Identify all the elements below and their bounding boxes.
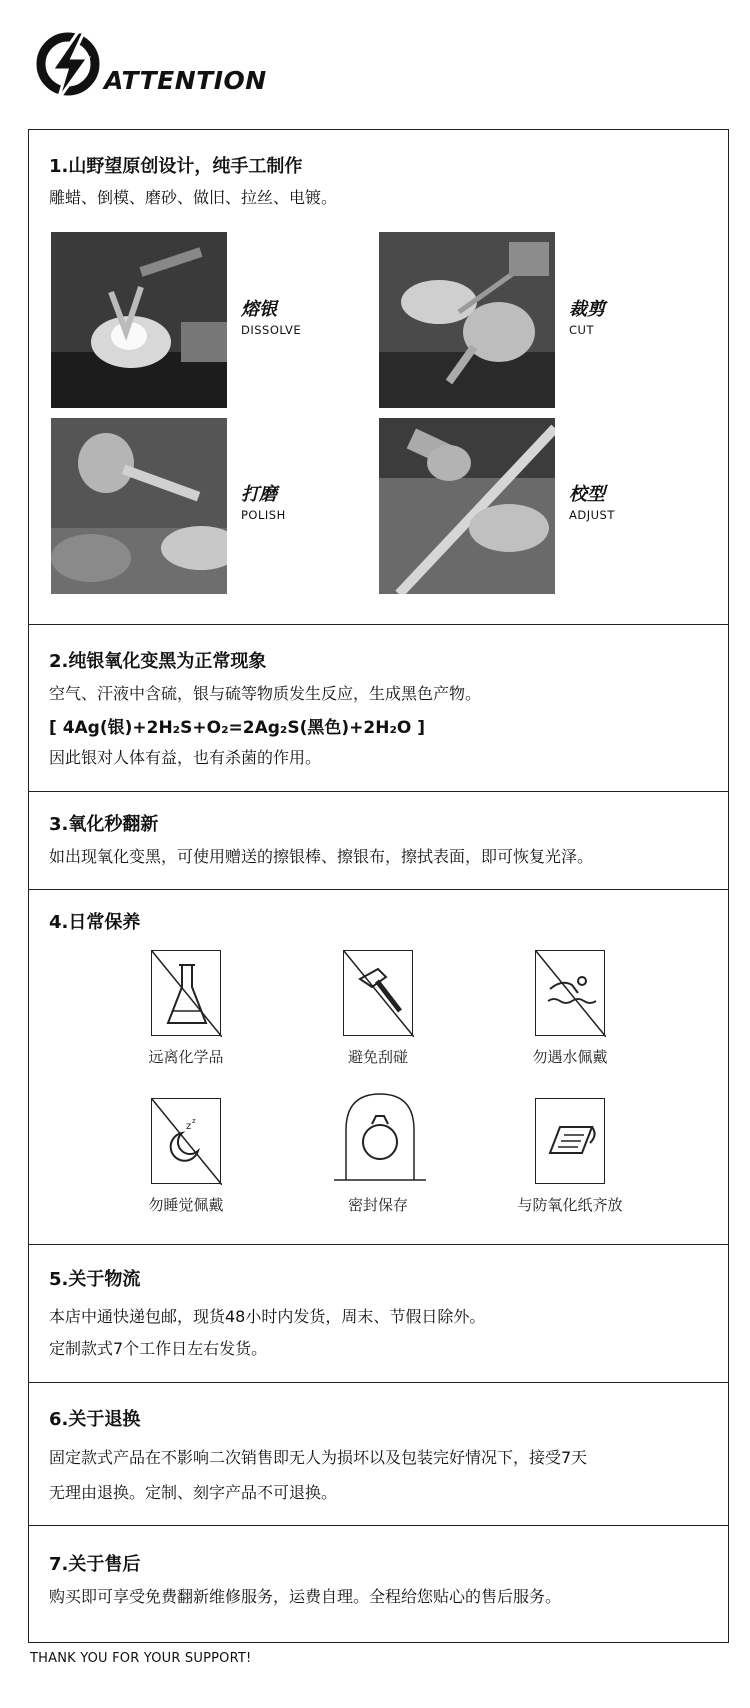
process-en: POLISH: [241, 508, 286, 522]
no-water-icon: [535, 950, 605, 1036]
care-label: 密封保存: [347, 1196, 408, 1214]
section-text: 定制款式7个工作日左右发货。: [49, 1339, 268, 1358]
care-label: 勿睡觉佩戴: [148, 1196, 224, 1214]
no-scratch-icon: [343, 950, 413, 1036]
section-text: 购买即可享受免费翻新维修服务，运费自理。全程给您贴心的售后服务。: [49, 1587, 562, 1606]
care-label: 避免刮碰: [347, 1048, 408, 1066]
section-returns: [29, 1383, 728, 1526]
section-handmade: [29, 130, 728, 625]
no-sleep-icon: [151, 1098, 221, 1184]
section-text: 因此银对人体有益，也有杀菌的作用。: [49, 748, 322, 767]
sealed-storage-icon: [334, 1090, 426, 1186]
no-chemicals-icon: [151, 950, 221, 1036]
header: [34, 30, 334, 100]
photo-polish: [51, 418, 227, 594]
photo-dissolve: [51, 232, 227, 408]
section-desc: 雕蜡、倒模、磨砂、做旧、拉丝、电镀。: [49, 188, 338, 207]
section-title: 7.关于售后: [49, 1554, 141, 1575]
care-label: 远离化学品: [148, 1048, 224, 1066]
section-title: 6.关于退换: [49, 1409, 141, 1430]
care-label: 与防氧化纸齐放: [517, 1196, 623, 1214]
process-en: ADJUST: [569, 508, 615, 522]
section-logistics: [29, 1245, 728, 1383]
section-text: 本店中通快递包邮，现货48小时内发货，周末、节假日除外。: [49, 1307, 486, 1326]
process-en: DISSOLVE: [241, 323, 302, 337]
section-aftersales: [29, 1526, 728, 1642]
process-en: CUT: [569, 323, 594, 337]
process-cn: 熔银: [241, 299, 277, 320]
section-oxidation: [29, 625, 728, 792]
care-label: 勿遇水佩戴: [532, 1048, 608, 1066]
svg-text:z: z: [192, 1117, 196, 1125]
section-title: 2.纯银氧化变黑为正常现象: [49, 651, 267, 672]
section-text: 固定款式产品在不影响二次销售即无人为损坏以及包装完好情况下，接受7天: [49, 1448, 588, 1467]
antioxidant-paper-icon: [535, 1098, 605, 1184]
section-text: 无理由退换。定制、刻字产品不可退换。: [49, 1483, 338, 1502]
section-text: 空气、汗液中含硫，银与硫等物质发生反应，生成黑色产物。: [49, 684, 482, 703]
info-frame: [28, 129, 729, 1643]
process-cn: 校型: [569, 484, 605, 505]
svg-text:z: z: [186, 1121, 192, 1132]
process-cn: 打磨: [241, 484, 277, 505]
lightning-logo-icon: [34, 30, 106, 102]
section-care: [29, 890, 728, 1245]
section-title: 1.山野望原创设计，纯手工制作: [49, 156, 303, 177]
process-cn: 裁剪: [569, 299, 605, 320]
section-title: 5.关于物流: [49, 1269, 141, 1290]
thank-you-footer: THANK YOU FOR YOUR SUPPORT!: [30, 1651, 252, 1666]
photo-cut: [379, 232, 555, 408]
photo-adjust: [379, 418, 555, 594]
section-text: 如出现氧化变黑，可使用赠送的擦银棒、擦银布，擦拭表面，即可恢复光泽。: [49, 847, 594, 866]
section-renew: [29, 792, 728, 890]
section-title: 4.日常保养: [49, 912, 141, 933]
chemical-formula: [ 4Ag(银)+2H₂S+O₂=2Ag₂S(黑色)+2H₂O ]: [49, 718, 426, 738]
attention-title: ATTENTION: [104, 66, 267, 95]
section-title: 3.氧化秒翻新: [49, 814, 159, 835]
